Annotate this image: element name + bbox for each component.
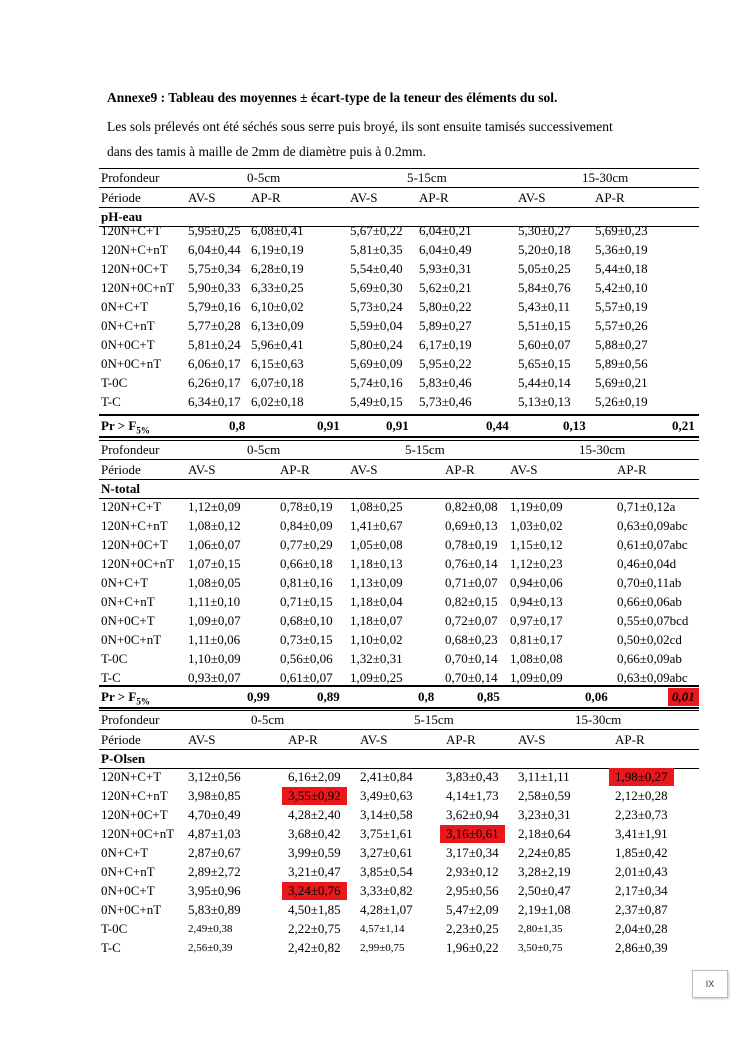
table-cell: 5,84±0,76 — [518, 280, 571, 295]
table-cell: 5,54±0,40 — [350, 261, 403, 276]
table-cell: 4,50±1,85 — [288, 902, 341, 917]
table-cell: 0,78±0,19 — [280, 499, 333, 514]
table-cell: 1,98±0,27 — [609, 768, 674, 786]
table-cell: 6,10±0,02 — [251, 299, 304, 314]
table-cell: 6,16±2,09 — [288, 769, 341, 784]
table-cell: 0,94±0,06 — [510, 575, 563, 590]
treatment-label: 0N+C+nT — [101, 864, 155, 879]
table-cell: 3,49±0,63 — [360, 788, 413, 803]
table-cell: 6,08±0,41 — [251, 223, 304, 238]
table-cell: 0,81±0,16 — [280, 575, 333, 590]
table-cell: 5,95±0,22 — [419, 356, 472, 371]
table-cell: 1,11±0,06 — [188, 632, 241, 647]
rule-line — [99, 459, 699, 460]
pr-label-text: Pr > F — [101, 418, 137, 433]
table-cell: 2,95±0,56 — [446, 883, 499, 898]
period-header: AP-R — [615, 732, 645, 747]
table-cell: 3,75±1,61 — [360, 826, 413, 841]
treatment-label: T-C — [101, 940, 121, 955]
table-cell: 5,69±0,21 — [595, 375, 648, 390]
paragraph-line-1: Les sols prélevés ont été séchés sous serre puis broyé, ils sont ensuite tamisés successivement — [107, 119, 613, 134]
table-cell: 0,70±0,14 — [445, 651, 498, 666]
depth-header: 0-5cm — [251, 712, 285, 727]
parameter-name: pH-eau — [101, 209, 143, 224]
period-header: AV-S — [188, 190, 216, 205]
period-header: AV-S — [518, 190, 546, 205]
table-cell: 0,70±0,11ab — [617, 575, 682, 590]
pr-value: 0,21 — [672, 418, 695, 433]
table-cell: 5,69±0,30 — [350, 280, 403, 295]
table-cell: 5,90±0,33 — [188, 280, 241, 295]
table-cell: 1,08±0,08 — [510, 651, 563, 666]
depth-header: 15-30cm — [575, 712, 622, 727]
table-cell: 3,27±0,61 — [360, 845, 413, 860]
pr-value: 0,8 — [418, 689, 435, 704]
table-cell: 2,37±0,87 — [615, 902, 668, 917]
table-cell: 3,50±0,75 — [518, 942, 563, 954]
treatment-label: 120N+C+nT — [101, 242, 168, 257]
table-cell: 6,02±0,18 — [251, 394, 304, 409]
table-cell: 0,61±0,07abc — [617, 537, 688, 552]
table-cell: 5,67±0,22 — [350, 223, 403, 238]
table-cell: 5,88±0,27 — [595, 337, 648, 352]
table-cell: 2,12±0,28 — [615, 788, 668, 803]
table-cell: 0,50±0,02cd — [617, 632, 682, 647]
table-cell: 5,89±0,56 — [595, 356, 648, 371]
table-cell: 0,70±0,14 — [445, 670, 498, 685]
table-cell: 5,83±0,46 — [419, 375, 472, 390]
treatment-label: 0N+0C+nT — [101, 902, 162, 917]
treatment-label: 120N+C+T — [101, 223, 162, 238]
table-cell: 4,87±1,03 — [188, 826, 241, 841]
table-cell: 5,59±0,04 — [350, 318, 403, 333]
table-cell: 2,24±0,85 — [518, 845, 571, 860]
table-cell: 1,08±0,12 — [188, 518, 241, 533]
treatment-label: 0N+C+T — [101, 575, 149, 590]
table-cell: 2,58±0,59 — [518, 788, 571, 803]
table-cell: 6,34±0,17 — [188, 394, 241, 409]
period-header: AV-S — [350, 190, 378, 205]
rule-line — [99, 685, 699, 687]
table-cell: 2,42±0,82 — [288, 940, 341, 955]
profondeur-label: Profondeur — [101, 712, 160, 727]
treatment-label: 120N+C+nT — [101, 518, 168, 533]
table-cell: 4,14±1,73 — [446, 788, 499, 803]
treatment-label: 120N+C+nT — [101, 788, 168, 803]
table-cell: 5,65±0,15 — [518, 356, 571, 371]
depth-header: 5-15cm — [405, 442, 445, 457]
table-cell: 6,04±0,21 — [419, 223, 472, 238]
pr-label — [101, 688, 150, 706]
paragraph-line-2: dans des tamis à maille de 2mm de diamètre puis à 0.2mm. — [107, 144, 427, 159]
depth-header: 5-15cm — [414, 712, 454, 727]
depth-header: 5-15cm — [407, 170, 447, 185]
rule-line — [99, 729, 699, 730]
table-cell: 6,04±0,49 — [419, 242, 472, 257]
table-cell: 3,23±0,31 — [518, 807, 571, 822]
table-cell: 2,22±0,75 — [288, 921, 341, 936]
table-cell: 2,04±0,28 — [615, 921, 668, 936]
treatment-label: 120N+0C+T — [101, 807, 168, 822]
table-cell: 1,10±0,09 — [188, 651, 241, 666]
table-cell: 5,81±0,24 — [188, 337, 241, 352]
table-cell: 2,49±0,38 — [188, 923, 233, 935]
table-cell: 5,81±0,35 — [350, 242, 403, 257]
treatment-label: 120N+0C+nT — [101, 280, 175, 295]
treatment-label: 120N+C+T — [101, 499, 162, 514]
table-cell: 2,18±0,64 — [518, 826, 571, 841]
table-cell: 5,73±0,46 — [419, 394, 472, 409]
depth-header: 0-5cm — [247, 170, 281, 185]
treatment-label: 120N+0C+T — [101, 537, 168, 552]
treatment-label: 120N+C+T — [101, 769, 162, 784]
treatment-label: 0N+0C+nT — [101, 356, 162, 371]
table-cell: 3,95±0,96 — [188, 883, 241, 898]
periode-label: Période — [101, 462, 141, 477]
table-cell: 0,93±0,07 — [188, 670, 241, 685]
table-cell: 5,93±0,31 — [419, 261, 472, 276]
table-cell: 5,20±0,18 — [518, 242, 571, 257]
table-cell: 5,60±0,07 — [518, 337, 571, 352]
period-header: AV-S — [360, 732, 388, 747]
table-cell: 2,19±1,08 — [518, 902, 571, 917]
table-cell: 0,66±0,06ab — [617, 594, 682, 609]
period-header: AP-R — [446, 732, 476, 747]
table-cell: 2,50±0,47 — [518, 883, 571, 898]
table-cell: 5,77±0,28 — [188, 318, 241, 333]
period-header: AV-S — [188, 462, 216, 477]
table-cell: 5,80±0,24 — [350, 337, 403, 352]
treatment-label: T-C — [101, 670, 121, 685]
table-cell: 3,33±0,82 — [360, 883, 413, 898]
table-cell: 5,26±0,19 — [595, 394, 648, 409]
table-cell: 1,09±0,25 — [350, 670, 403, 685]
table-cell: 0,46±0,04d — [617, 556, 677, 571]
table-cell: 0,68±0,23 — [445, 632, 498, 647]
table-cell: 2,56±0,39 — [188, 942, 233, 954]
table-cell: 5,05±0,25 — [518, 261, 571, 276]
treatment-label: 0N+C+nT — [101, 318, 155, 333]
depth-header: 15-30cm — [582, 170, 629, 185]
table-cell: 0,61±0,07 — [280, 670, 333, 685]
table-cell: 1,09±0,09 — [510, 670, 563, 685]
table-cell: 4,28±1,07 — [360, 902, 413, 917]
table-cell: 4,57±1,14 — [360, 923, 405, 935]
table-cell: 2,17±0,34 — [615, 883, 668, 898]
treatment-label: 120N+0C+nT — [101, 826, 175, 841]
treatment-label: T-0C — [101, 375, 128, 390]
table-cell: 1,18±0,13 — [350, 556, 403, 571]
table-cell: 0,66±0,18 — [280, 556, 333, 571]
table-cell: 1,13±0,09 — [350, 575, 403, 590]
pr-value: 0,8 — [229, 418, 246, 433]
table-cell: 5,74±0,16 — [350, 375, 403, 390]
pr-label-sub: 5% — [136, 696, 150, 707]
table-cell: 0,71±0,07 — [445, 575, 498, 590]
pr-value: 0,06 — [585, 689, 608, 704]
table-cell: 0,55±0,07bcd — [617, 613, 689, 628]
table-cell: 3,85±0,54 — [360, 864, 413, 879]
pr-label-text: Pr > F — [101, 689, 137, 704]
treatment-label: 0N+C+T — [101, 299, 149, 314]
pr-value: 0,99 — [247, 689, 270, 704]
table-cell: 1,32±0,31 — [350, 651, 403, 666]
table-cell: 1,05±0,08 — [350, 537, 403, 552]
table-cell: 3,17±0,34 — [446, 845, 499, 860]
table-cell: 5,69±0,23 — [595, 223, 648, 238]
table-cell: 1,15±0,12 — [510, 537, 563, 552]
table-cell: 5,96±0,41 — [251, 337, 304, 352]
table-cell: 0,56±0,06 — [280, 651, 333, 666]
table-cell: 5,36±0,19 — [595, 242, 648, 257]
table-cell: 2,23±0,25 — [446, 921, 499, 936]
table-cell: 3,99±0,59 — [288, 845, 341, 860]
table-cell: 0,84±0,09 — [280, 518, 333, 533]
table-cell: 1,96±0,22 — [446, 940, 499, 955]
pr-value: 0,85 — [477, 689, 500, 704]
pr-value: 0,89 — [317, 689, 340, 704]
table-cell: 6,26±0,17 — [188, 375, 241, 390]
rule-line — [99, 707, 699, 709]
parameter-name: P-Olsen — [101, 751, 146, 766]
table-cell: 5,44±0,14 — [518, 375, 571, 390]
period-header: AP-R — [280, 462, 310, 477]
table-cell: 3,14±0,58 — [360, 807, 413, 822]
table-cell: 0,66±0,09ab — [617, 651, 682, 666]
table-cell: 2,41±0,84 — [360, 769, 413, 784]
table-cell: 1,12±0,23 — [510, 556, 563, 571]
period-header: AP-R — [595, 190, 625, 205]
table-cell: 0,71±0,15 — [280, 594, 333, 609]
rule-line — [99, 187, 699, 188]
table-cell: 5,95±0,25 — [188, 223, 241, 238]
treatment-label: 120N+0C+nT — [101, 556, 175, 571]
table-cell: 5,79±0,16 — [188, 299, 241, 314]
description-paragraph — [107, 114, 691, 164]
pr-label-sub: 5% — [136, 425, 150, 436]
table-cell: 5,44±0,18 — [595, 261, 648, 276]
table-cell: 1,10±0,02 — [350, 632, 403, 647]
period-header: AP-R — [617, 462, 647, 477]
table-cell: 5,62±0,21 — [419, 280, 472, 295]
table-cell: 5,30±0,27 — [518, 223, 571, 238]
periode-label: Période — [101, 190, 141, 205]
period-header: AP-R — [445, 462, 475, 477]
period-header: AV-S — [188, 732, 216, 747]
table-cell: 2,93±0,12 — [446, 864, 499, 879]
page-number: IX — [692, 970, 728, 998]
table-cell: 4,70±0,49 — [188, 807, 241, 822]
table-cell: 5,43±0,11 — [518, 299, 571, 314]
period-header: AP-R — [288, 732, 318, 747]
pr-value: 0,44 — [486, 418, 509, 433]
table-cell: 1,08±0,25 — [350, 499, 403, 514]
table-cell: 0,81±0,17 — [510, 632, 563, 647]
treatment-label: T-0C — [101, 921, 128, 936]
table-cell: 2,80±1,35 — [518, 923, 563, 935]
profondeur-label: Profondeur — [101, 442, 160, 457]
table-cell: 0,63±0,09abc — [617, 518, 688, 533]
table-cell: 3,12±0,56 — [188, 769, 241, 784]
table-cell: 1,06±0,07 — [188, 537, 241, 552]
table-cell: 6,17±0,19 — [419, 337, 472, 352]
table-cell: 1,18±0,07 — [350, 613, 403, 628]
treatment-label: 0N+0C+T — [101, 883, 155, 898]
table-cell: 0,78±0,19 — [445, 537, 498, 552]
treatment-label: T-C — [101, 394, 121, 409]
treatment-label: 0N+0C+nT — [101, 632, 162, 647]
depth-header: 15-30cm — [579, 442, 626, 457]
table-cell: 5,51±0,15 — [518, 318, 571, 333]
table-cell: 3,24±0,76 — [282, 882, 347, 900]
table-cell: 0,94±0,13 — [510, 594, 563, 609]
table-cell: 6,28±0,19 — [251, 261, 304, 276]
table-cell: 3,83±0,43 — [446, 769, 499, 784]
table-cell: 3,11±1,11 — [518, 769, 570, 784]
rule-line — [99, 436, 699, 438]
table-cell: 5,42±0,10 — [595, 280, 648, 295]
table-cell: 5,75±0,34 — [188, 261, 241, 276]
table-cell: 5,83±0,89 — [188, 902, 241, 917]
table-cell: 2,87±0,67 — [188, 845, 241, 860]
table-cell: 2,86±0,39 — [615, 940, 668, 955]
profondeur-label: Profondeur — [101, 170, 160, 185]
table-cell: 6,13±0,09 — [251, 318, 304, 333]
table-cell: 3,21±0,47 — [288, 864, 341, 879]
treatment-label: 0N+0C+T — [101, 337, 155, 352]
period-header: AP-R — [251, 190, 281, 205]
table-cell: 0,82±0,08 — [445, 499, 498, 514]
table-cell: 5,13±0,13 — [518, 394, 571, 409]
table-cell: 0,73±0,15 — [280, 632, 333, 647]
pr-value: 0,01 — [668, 688, 699, 706]
table-cell: 2,99±0,75 — [360, 942, 405, 954]
table-cell: 3,68±0,42 — [288, 826, 341, 841]
table-cell: 1,08±0,05 — [188, 575, 241, 590]
table-cell: 6,33±0,25 — [251, 280, 304, 295]
table-cell: 0,68±0,10 — [280, 613, 333, 628]
table-cell: 1,19±0,09 — [510, 499, 563, 514]
treatment-label: 0N+C+T — [101, 845, 149, 860]
table-cell: 3,28±2,19 — [518, 864, 571, 879]
rule-line — [99, 207, 699, 208]
parameter-name: N-total — [101, 481, 140, 496]
table-cell: 6,15±0,63 — [251, 356, 304, 371]
table-cell: 6,19±0,19 — [251, 242, 304, 257]
rule-line — [99, 479, 699, 480]
table-cell: 1,07±0,15 — [188, 556, 241, 571]
pr-value: 0,91 — [386, 418, 409, 433]
table-cell: 0,69±0,13 — [445, 518, 498, 533]
table-cell: 5,49±0,15 — [350, 394, 403, 409]
table-cell: 0,77±0,29 — [280, 537, 333, 552]
table-cell: 6,07±0,18 — [251, 375, 304, 390]
treatment-label: 0N+C+nT — [101, 594, 155, 609]
periode-label: Période — [101, 732, 141, 747]
table-cell: 1,09±0,07 — [188, 613, 241, 628]
depth-header: 0-5cm — [247, 442, 281, 457]
rule-line — [99, 749, 699, 750]
table-cell: 5,89±0,27 — [419, 318, 472, 333]
table-cell: 6,04±0,44 — [188, 242, 241, 257]
table-cell: 3,41±1,91 — [615, 826, 668, 841]
treatment-label: 120N+0C+T — [101, 261, 168, 276]
table-cell: 0,72±0,07 — [445, 613, 498, 628]
table-cell: 5,57±0,26 — [595, 318, 648, 333]
table-cell: 5,57±0,19 — [595, 299, 648, 314]
table-cell: 2,01±0,43 — [615, 864, 668, 879]
table-cell: 1,11±0,10 — [188, 594, 241, 609]
rule-line — [99, 414, 699, 416]
table-cell: 0,97±0,17 — [510, 613, 563, 628]
pr-label — [101, 417, 150, 435]
table-cell: 5,69±0,09 — [350, 356, 403, 371]
table-cell: 3,62±0,94 — [446, 807, 499, 822]
table-cell: 0,82±0,15 — [445, 594, 498, 609]
treatment-label: 0N+0C+T — [101, 613, 155, 628]
period-header: AV-S — [510, 462, 538, 477]
table-cell: 0,76±0,14 — [445, 556, 498, 571]
period-header: AP-R — [419, 190, 449, 205]
annex-title: Annexe9 : Tableau des moyennes ± écart-type de la teneur des éléments du sol. — [107, 90, 558, 105]
table-cell: 6,06±0,17 — [188, 356, 241, 371]
table-cell: 1,12±0,09 — [188, 499, 241, 514]
treatment-label: T-0C — [101, 651, 128, 666]
table-cell: 5,73±0,24 — [350, 299, 403, 314]
period-header: AV-S — [350, 462, 378, 477]
pr-value: 0,13 — [563, 418, 586, 433]
table-cell: 2,89±2,72 — [188, 864, 241, 879]
table-cell: 4,28±2,40 — [288, 807, 341, 822]
table-cell: 3,98±0,85 — [188, 788, 241, 803]
period-header: AV-S — [518, 732, 546, 747]
table-cell: 3,16±0,61 — [440, 825, 505, 843]
table-cell: 1,41±0,67 — [350, 518, 403, 533]
table-cell: 0,71±0,12a — [617, 499, 676, 514]
table-cell: 3,55±0,92 — [282, 787, 347, 805]
table-cell: 5,80±0,22 — [419, 299, 472, 314]
table-cell: 2,23±0,73 — [615, 807, 668, 822]
table-cell: 1,03±0,02 — [510, 518, 563, 533]
pr-value: 0,91 — [317, 418, 340, 433]
table-cell: 5,47±2,09 — [446, 902, 499, 917]
table-cell: 0,63±0,09abc — [617, 670, 688, 685]
table-cell: 1,85±0,42 — [615, 845, 668, 860]
table-cell: 1,18±0,04 — [350, 594, 403, 609]
